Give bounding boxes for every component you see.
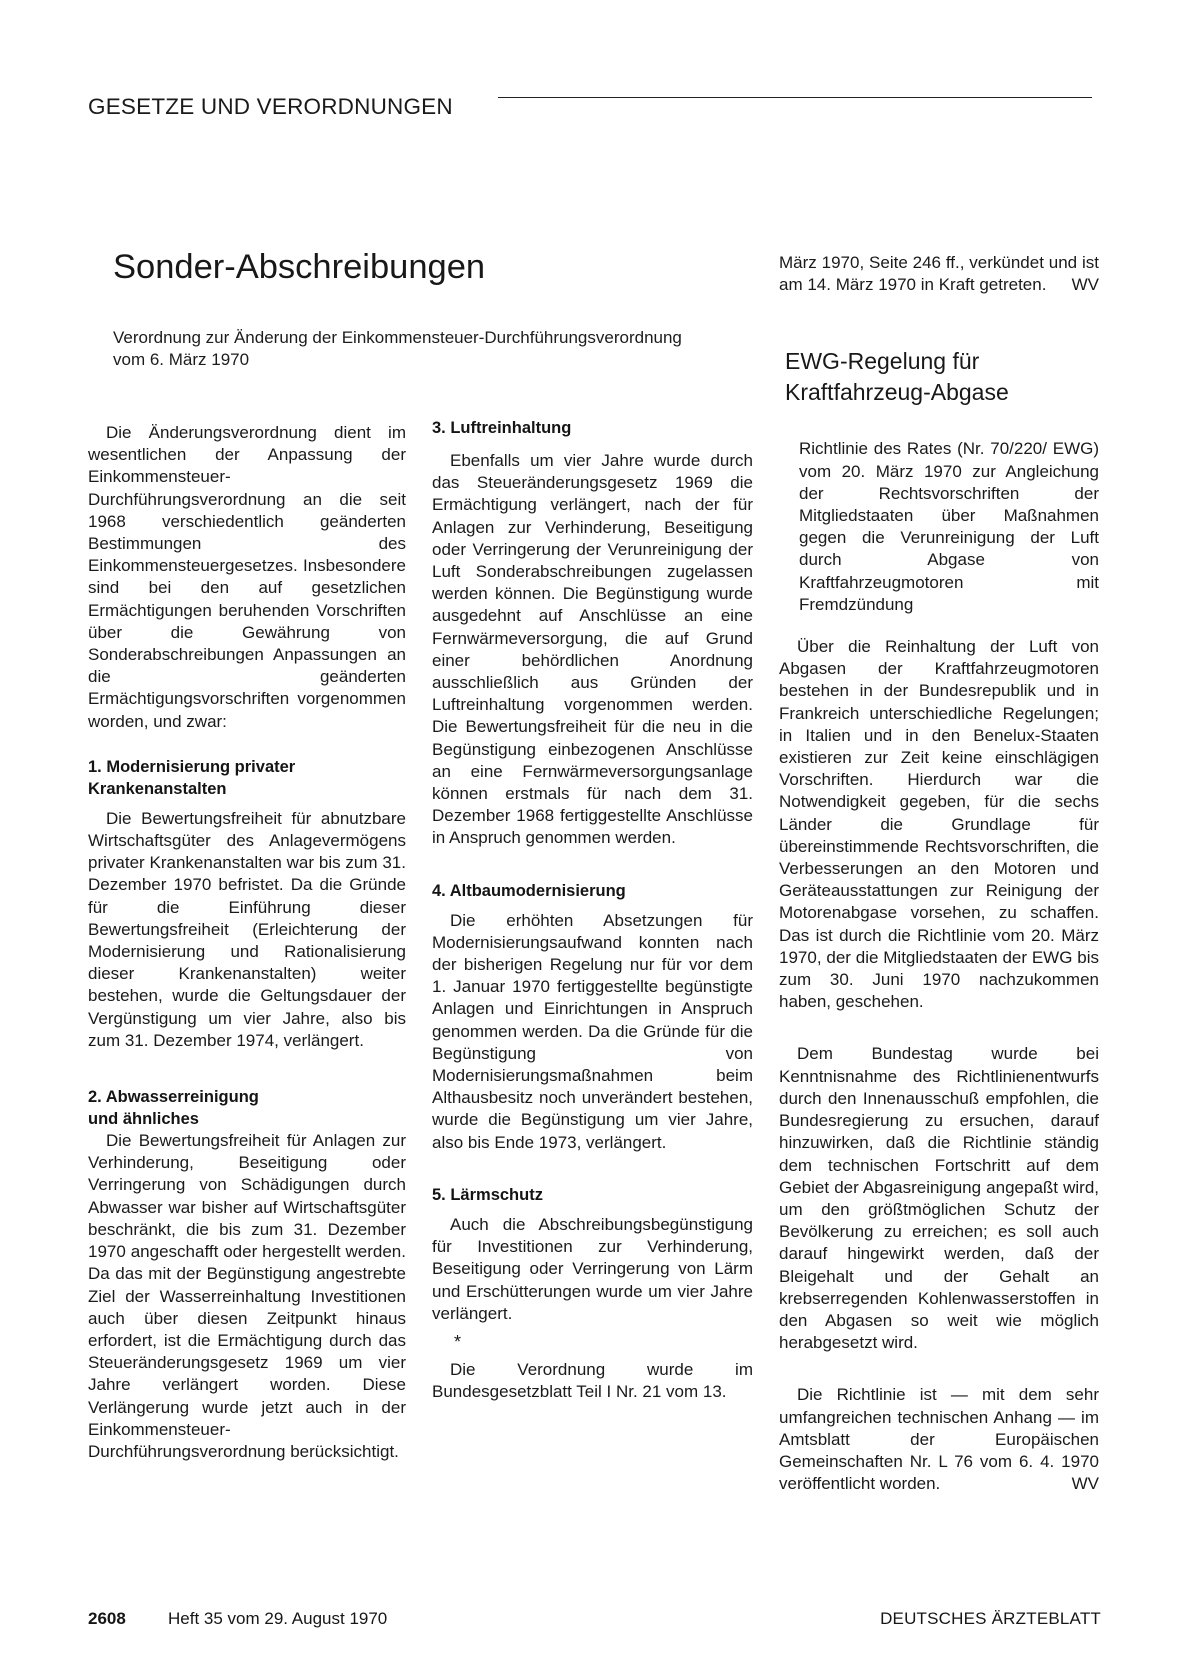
header-rule [498, 97, 1092, 98]
section-heading-2: 2. Abwasserreinigung und ähnliches [88, 1088, 259, 1129]
ewg-paragraph-1: Über die Reinhaltung der Luft von Abgasen der Kraftfahrzeugmotoren bestehen in der Bundesrepublik und in Frankreich unterschiedliche Regelungen; in Italien und in den Benelux-Staaten existieren zur Zeit keine einschlägigen Vorschriften. Hierdurch war die Notwendigkeit gegeben, für die sechs Länder die Grundlage für übereinstimmende Rechtsvorschriften, die Verbesserungen an den Motoren und Geräteausstattungen zur Reinigung der Motorenabgase vorsehen, zu schaffen. Das ist durch die Richtlinie vom 20. März 1970, der die Mitgliedstaaten der EWG bis zum 30. Juni 1970 nachzukommen haben, geschehen. [779, 637, 1099, 1012]
section-header: GESETZE UND VERORDNUNGEN [88, 94, 453, 119]
section-text-1: Die Bewertungsfreiheit für abnutzbare Wirtschaftsgüter des Anlagevermögens privater Krankenanstalten war bis zum 31. Dezember 1970 befristet. Da die Gründe für die Einführung dieser Bewertungsfreiheit (Erleichterung der Modernisierung und Rationalisierung dieser Krankenanstalten) weiter bestehen, wurde die Geltungsdauer der Vergünstigung um vier Jahre, also bis zum 31. Dezember 1974, verlängert. [88, 808, 406, 1050]
section-heading-5: 5. Lärmschutz [432, 1185, 543, 1204]
column-3 [779, 252, 1099, 1495]
author-signature: WV [1071, 275, 1099, 295]
closing-continuation: März 1970, Seite 246 ff., verkündet und ist am 14. März 1970 in Kraft getreten. WV [779, 252, 1099, 296]
ewg-paragraph-3: Die Richtlinie ist — mit dem sehr umfangreichen technischen Anhang — im Amtsblatt der Europäischen Gemeinschaften Nr. L 76 vom 6. 4. 1970 veröffentlicht worden. WV [779, 1384, 1099, 1495]
section-heading-3: 3. Luftreinhaltung [432, 419, 572, 437]
ewg-paragraph-2: Dem Bundestag wurde bei Kenntnisnahme des Richtlinienentwurfs durch den Innenausschuß empfohlen, die Bundesregierung zu ersuchen, darauf hinzuwirken, daß die Richtlinie ständig dem technischen Fortschritt auf dem Gebiet der Abgasreinigung angepaßt wird, um den größtmöglichen Schutz der Bevölkerung zu erreichen; es soll auch darauf hingewirkt werden, daß der Bleigehalt und der Gehalt an krebserregenden Kohlenwasserstoffen in den Abgasen so weit wie möglich herabgesetzt wird. [779, 1044, 1099, 1353]
section-text-5: Auch die Abschreibungsbegünstigung für Investitionen zur Verhinderung, Beseitigung oder Verringerung von Lärm und Erschütterungen wurde um vier Jahre verlängert. [432, 1214, 753, 1323]
ewg-article-title: EWG-Regelung für Kraftfahrzeug-Abgase [785, 348, 1009, 406]
separator-star: * [454, 1331, 462, 1352]
section-heading-4: 4. Altbaumodernisierung [432, 881, 626, 900]
section-text-4: Die erhöhten Absetzungen für Modernisierungsaufwand konnten nach der bisherigen Regelung nur für vor dem 1. Januar 1970 fertiggestellte begünstigte Anlagen und Einrichtungen in Anspruch genommen werden. Da die Gründe für die Begünstigung von Modernisierungsmaßnahmen beim Althausbesitz noch unverändert bestehen, wurde die Begünstigung um vier Jahre, also bis Ende 1973, verlängert. [432, 910, 753, 1152]
column-2 [432, 417, 753, 1404]
section-text-2: Die Bewertungsfreiheit für Anlagen zur Verhinderung, Beseitigung oder Verringerung von Schädigungen durch Abwasser war bisher auf Wirtschaftsgüter beschränkt, die bis zum 31. Dezember 1970 angeschafft oder hergestellt werden. Da das mit der Begünstigung angestrebte Ziel der Wasserreinhaltung Investitionen auch über diesen Zeitpunkt hinaus erfordert, ist die Ermächtigung durch das Steueränderungsgesetz 1969 um vier Jahre verlängert worden. Diese Verlängerung wurde jetzt auch in der Einkommensteuer-Durchführungsverordnung berücksichtigt. [88, 1131, 406, 1461]
article-title: Sonder-Abschreibungen [113, 248, 486, 286]
section-text-3: Ebenfalls um vier Jahre wurde durch das Steueränderungsgesetz 1969 die Ermächtigung verlängert, nach der für Anlagen zur Verhinderung, Beseitigung oder Verringerung der Verunreinigung der Luft Sonderabschreibungen zugelassen werden können. Die Begünstigung wurde ausgedehnt auf Anschlüsse an eine Fernwärmeversorgung, die auf Grund einer behördlichen Anordnung ausschließlich aus Gründen der Luftreinhaltung vorgenommen werden. Die Bewertungsfreiheit für die neu in die Begünstigung einbezogenen Anschlüsse an eine Fernwärmeversorgungsanlage können erstmals für nach dem 31. Dezember 1968 fertiggestellte Anschlüsse in Anspruch genommen werden. [432, 451, 753, 848]
section-heading-1: 1. Modernisierung privater Krankenanstalten [88, 757, 296, 798]
journal-name: DEUTSCHES ÄRZTEBLATT [880, 1609, 1101, 1628]
page-number: 2608 [88, 1609, 126, 1628]
issue-info: Heft 35 vom 29. August 1970 [168, 1609, 388, 1628]
closing-paragraph: Die Verordnung wurde im Bundesgesetzblatt Teil I Nr. 21 vom 13. [432, 1360, 753, 1402]
ewg-signature: WV [1071, 1474, 1099, 1494]
ewg-subtitle: Richtlinie des Rates (Nr. 70/220/ EWG) vom 20. März 1970 zur Angleichung der Rechtsvorschriften der Mitgliedstaaten über Maßnahmen gegen die Verunreinigung der Luft durch Abgase von Kraftfahrzeugmotoren mit Fremdzündung [799, 439, 1099, 614]
column-1 [88, 422, 406, 1463]
intro-paragraph: Die Änderungsverordnung dient im wesentlichen der Anpassung der Einkommensteuer-Durchführungsverordnung an die seit 1968 verschiedentlich geänderten Bestimmungen des Einkommensteuergesetzes. Insbesondere sind bei den auf gesetzlichen Ermächtigungen beruhenden Vorschriften über die Gewährung von Sonderabschreibungen Anpassungen an die geänderten Ermächtigungsvorschriften vorgenommen worden, und zwar: [88, 423, 406, 731]
article-subtitle: Verordnung zur Änderung der Einkommensteuer-Durchführungsverordnung vom 6. März 1970 [113, 328, 682, 369]
